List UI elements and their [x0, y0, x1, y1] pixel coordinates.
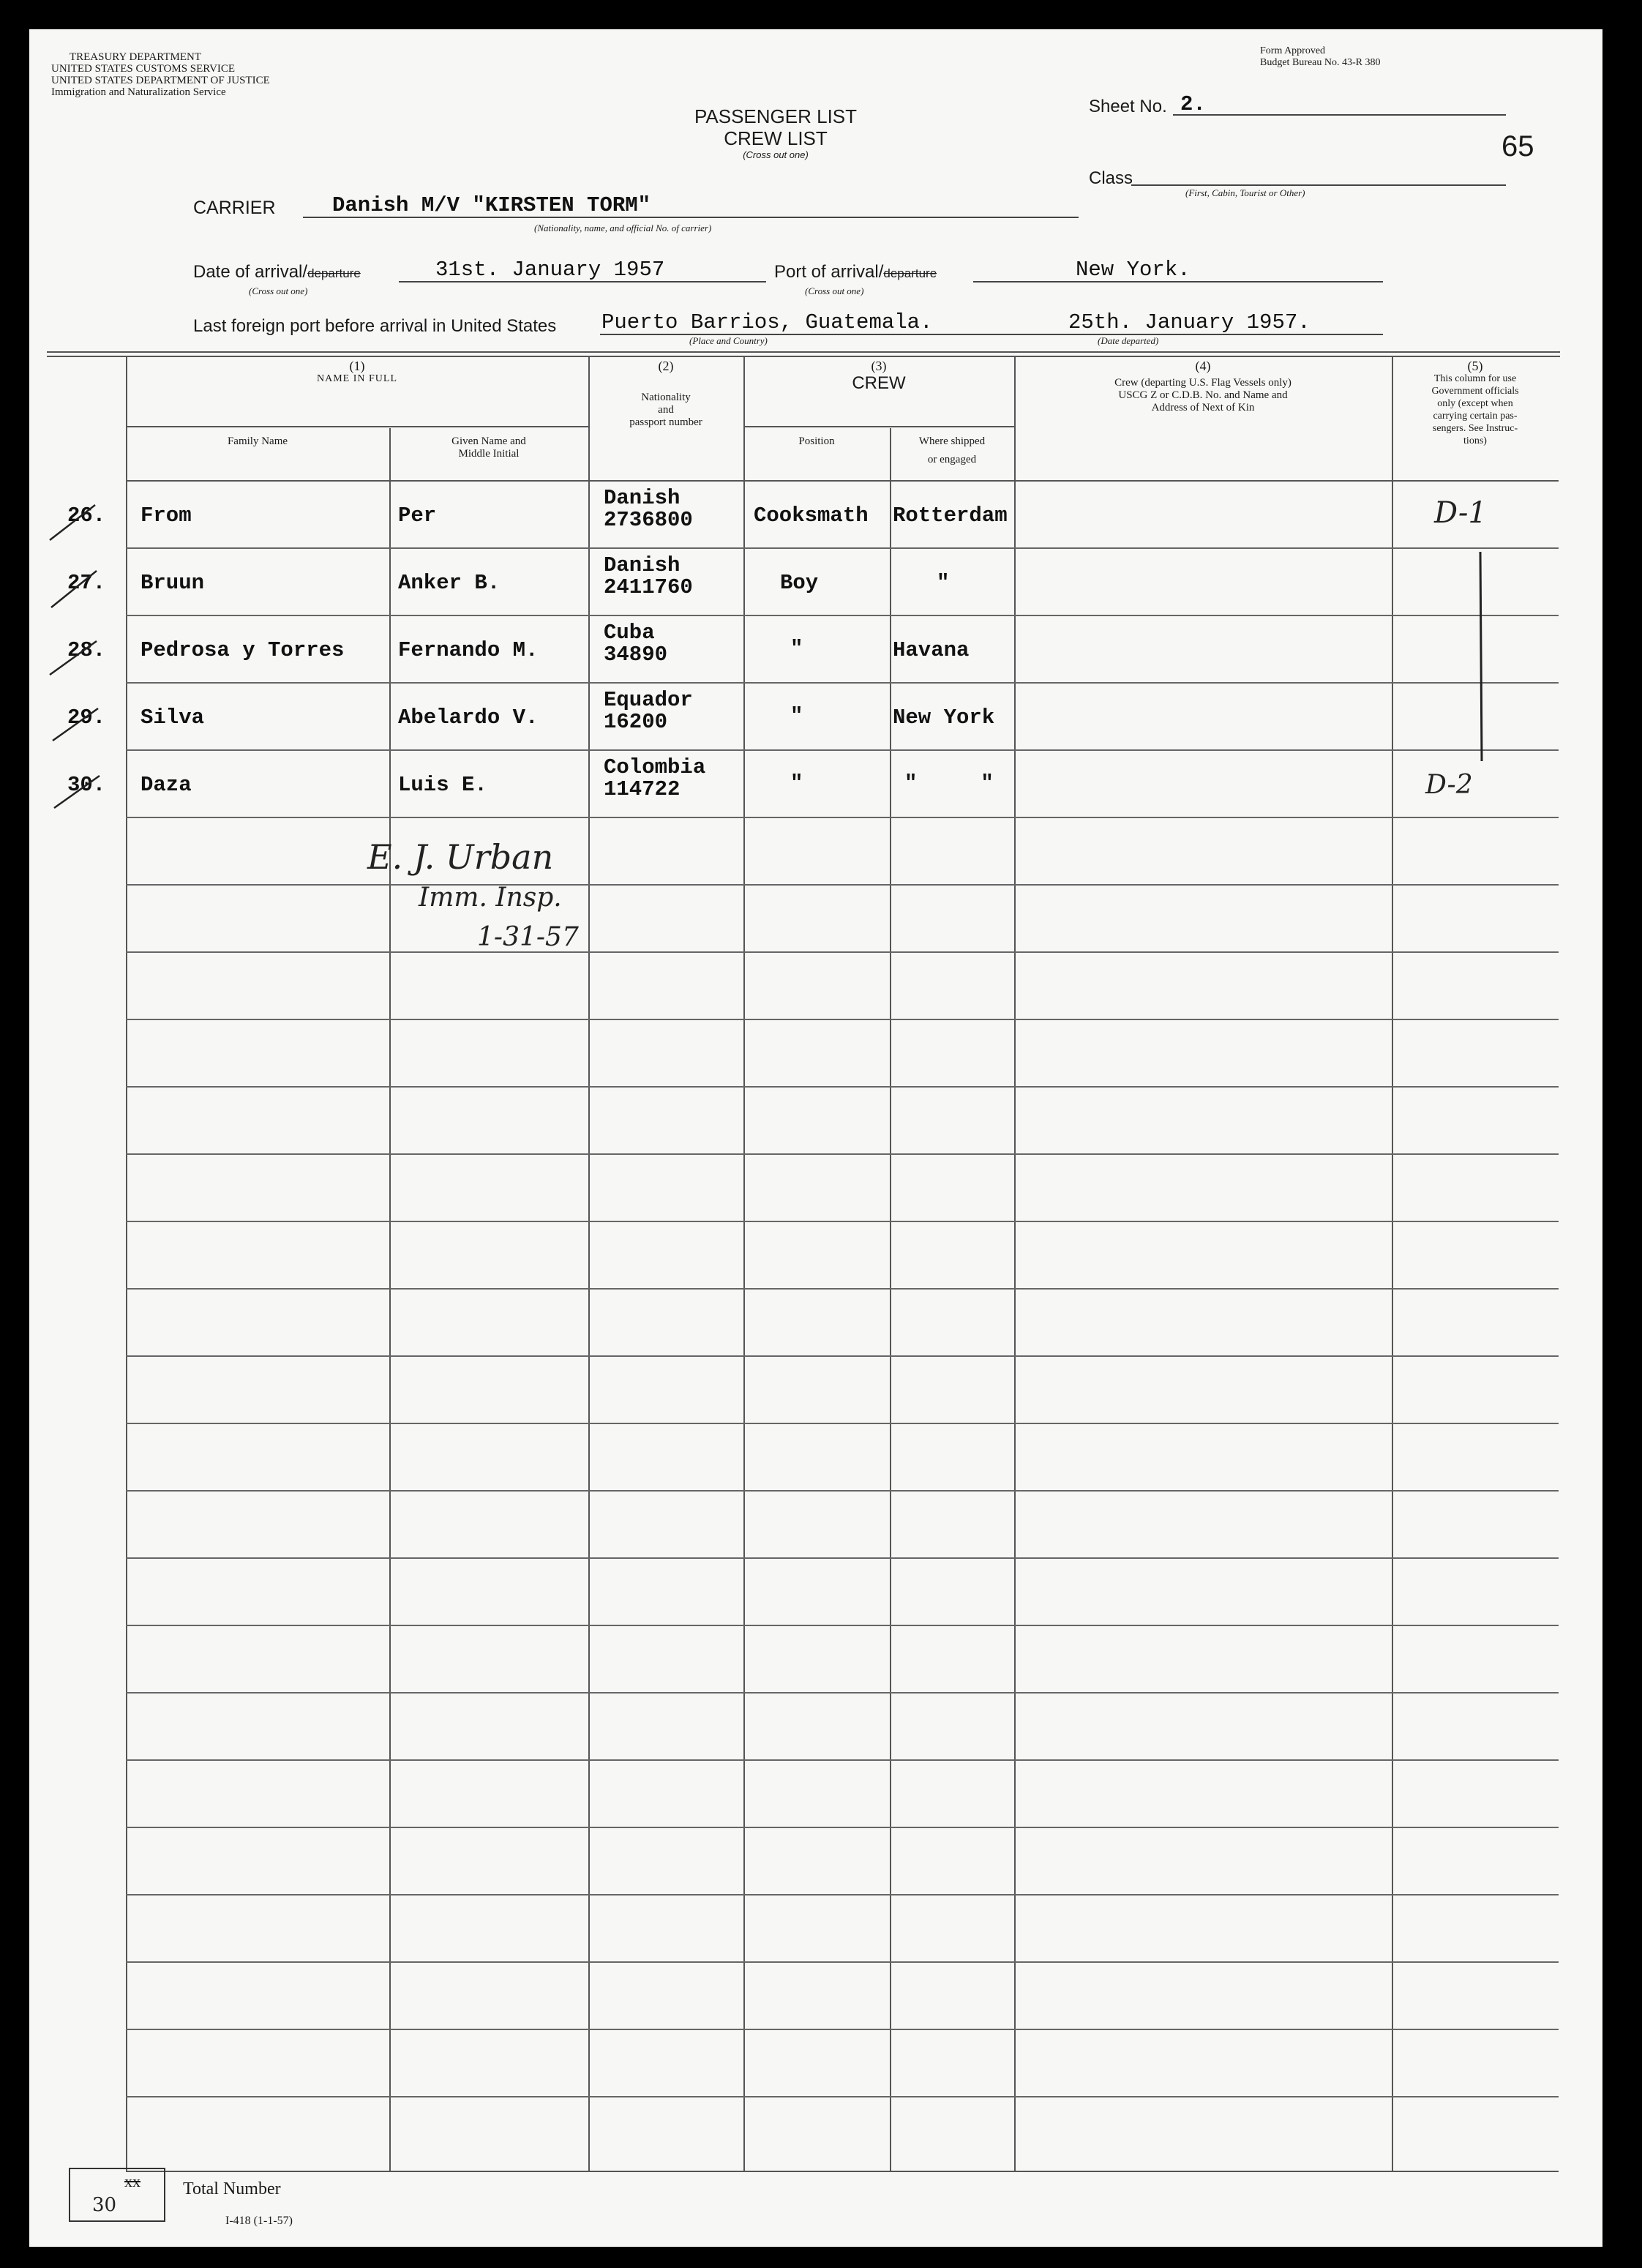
arrival-crossed-departure: departure — [307, 266, 361, 280]
last-port-label: Last foreign port before arrival in United States — [193, 316, 557, 336]
table-row — [29, 616, 1559, 682]
inspector-signature — [345, 837, 667, 984]
col4-line3: Address of Next of Kin — [1151, 402, 1255, 413]
col1-header — [126, 360, 588, 385]
official-mark: D-1 — [1434, 496, 1487, 530]
row-rule — [126, 1221, 1559, 1222]
class-note: (First, Cabin, Tourist or Other) — [1185, 187, 1305, 198]
agency-line3: UNITED STATES DEPARTMENT OF JUSTICE — [51, 75, 270, 86]
where-shipped: Havana — [893, 638, 970, 662]
port-label-text: Port of arrival/ — [774, 262, 884, 282]
where-shipped: New York — [893, 706, 995, 730]
row-rule — [126, 1961, 1559, 1963]
row-rule — [126, 1490, 1559, 1492]
agency-line1: TREASURY DEPARTMENT — [69, 51, 202, 63]
row-rule — [126, 1423, 1559, 1424]
col4-line2: USCG Z or C.D.B. No. and Name and — [1118, 389, 1288, 401]
where-shipped: " " — [904, 771, 994, 796]
col1-title: NAME IN FULL — [317, 373, 397, 384]
col3-header — [743, 360, 1014, 394]
sheet-number-field — [1089, 97, 1167, 117]
col3-title: CREW — [852, 373, 906, 393]
col2-header — [588, 360, 743, 429]
family-name: Bruun — [140, 571, 205, 595]
family-name: Pedrosa y Torres — [140, 638, 345, 662]
row-rule — [126, 1153, 1559, 1155]
family-name: Daza — [140, 773, 192, 797]
arrival-line — [399, 258, 766, 282]
signature-title: Imm. Insp. — [419, 883, 562, 913]
agency-block — [51, 51, 270, 98]
col5-line2: Government officials — [1431, 386, 1519, 397]
position: " — [790, 704, 803, 728]
budget-bureau-number: Budget Bureau No. 43-R 380 — [1260, 57, 1381, 68]
col2-line3: passport number — [629, 416, 702, 428]
given-name: Abelardo V. — [398, 706, 539, 730]
row-rule — [126, 1827, 1559, 1828]
row-number: 30. — [67, 773, 106, 797]
row-rule — [126, 1625, 1559, 1626]
title-note: (Cross out one) — [743, 149, 809, 160]
row-rule — [126, 1692, 1559, 1693]
form-approval — [1260, 45, 1380, 69]
row-number: 27. — [67, 571, 106, 595]
row-rule — [126, 951, 1559, 953]
class-line — [1131, 167, 1506, 186]
passport-number: 114722 — [604, 777, 681, 801]
carrier-label: CARRIER — [193, 198, 276, 218]
form-title — [666, 105, 885, 161]
nationality: Danish — [604, 553, 681, 577]
col4-line1: Crew (departing U.S. Flag Vessels only) — [1114, 377, 1292, 389]
total-box-struck: xx — [124, 2172, 140, 2190]
table-row — [29, 751, 1559, 817]
col3a-header: Position — [798, 435, 835, 447]
port-crossed-departure: departure — [883, 266, 937, 280]
col5-header — [1392, 360, 1559, 447]
nationality: Danish — [604, 486, 681, 510]
passport-number: 2411760 — [604, 575, 693, 599]
passport-number: 2736800 — [604, 508, 693, 532]
agency-line2: UNITED STATES CUSTOMS SERVICE — [51, 63, 236, 75]
form-code: I-418 (1-1-57) — [225, 2215, 293, 2227]
passport-number: 34890 — [604, 643, 668, 667]
departed-date-note: (Date departed) — [1098, 335, 1159, 346]
arrival-label-text: Date of arrival/ — [193, 262, 308, 282]
row-rule — [126, 1759, 1559, 1761]
last-port-value: Puerto Barrios, Guatemala. — [601, 310, 933, 334]
row-rule — [126, 1086, 1559, 1088]
col3b-line1: Where shipped — [918, 435, 986, 447]
total-number-box — [69, 2168, 165, 2222]
col4-number: (4) — [1195, 359, 1211, 373]
carrier-line — [303, 192, 1079, 218]
title-passenger-list: PASSENGER LIST — [694, 105, 858, 127]
col3-number: (3) — [871, 359, 887, 373]
row-rule — [126, 1894, 1559, 1895]
position: " — [790, 637, 803, 661]
page-number: 65 — [1502, 130, 1534, 162]
total-number-label: Total Number — [183, 2179, 281, 2198]
position: Cooksmath — [754, 504, 869, 528]
col1a-header: Family Name — [227, 435, 288, 447]
given-name: Luis E. — [398, 773, 487, 797]
col5-number: (5) — [1467, 359, 1483, 373]
sheet-number-line — [1173, 94, 1506, 116]
port-label — [774, 262, 937, 282]
row-rule — [126, 2096, 1559, 2097]
crew-subheader-rule — [743, 426, 1014, 427]
col1b-line2: Middle Initial — [458, 448, 520, 460]
nationality: Equador — [604, 688, 693, 712]
sheet-number-value: 2. — [1180, 92, 1206, 116]
row-rule — [126, 1355, 1559, 1357]
col5-line6: tions) — [1463, 435, 1487, 446]
given-name: Fernando M. — [398, 638, 539, 662]
family-name: From — [140, 504, 192, 528]
agency-line4: Immigration and Naturalization Service — [51, 86, 226, 98]
row-tick-marks — [44, 498, 132, 834]
signature-name: E. J. Urban — [367, 837, 554, 877]
signature-date: 1-31-57 — [477, 922, 579, 952]
given-name: Anker B. — [398, 571, 501, 595]
family-name: Silva — [140, 706, 205, 730]
position: Boy — [780, 571, 819, 595]
table-row — [29, 684, 1559, 749]
col5-line1: This column for use — [1433, 373, 1517, 384]
table-bottom-rule — [126, 2171, 1559, 2172]
official-mark: D-2 — [1425, 770, 1473, 800]
arrival-label — [193, 262, 361, 282]
col2-number: (2) — [658, 359, 674, 373]
port-value: New York. — [1076, 258, 1191, 282]
row-rule — [126, 2029, 1559, 2030]
arrival-value: 31st. January 1957 — [435, 258, 665, 282]
port-line — [973, 258, 1383, 282]
table-top-rule-1 — [47, 351, 1560, 353]
row-rule — [126, 817, 1559, 818]
form-approved-label: Form Approved — [1260, 45, 1326, 56]
col5-line4: carrying certain pas- — [1433, 411, 1518, 422]
arrival-note: (Cross out one) — [249, 285, 308, 296]
last-port-note: (Place and Country) — [689, 335, 768, 346]
col5-line5: sengers. See Instruc- — [1432, 423, 1518, 434]
table-row — [29, 549, 1559, 615]
col2-line1: Nationality — [641, 392, 691, 403]
row-rule — [126, 1019, 1559, 1020]
row-rule — [126, 1557, 1559, 1559]
sheet-label: Sheet No. — [1089, 97, 1167, 116]
nationality: Cuba — [604, 621, 655, 645]
passport-number: 16200 — [604, 710, 668, 734]
carrier-value: Danish M/V "KIRSTEN TORM" — [332, 193, 651, 217]
row-number: 26. — [67, 504, 106, 528]
where-shipped: " — [937, 571, 950, 595]
row-rule — [126, 884, 1559, 886]
col1b-header — [389, 435, 588, 460]
port-note: (Cross out one) — [805, 285, 864, 296]
given-name: Per — [398, 504, 437, 528]
row-rule — [126, 1288, 1559, 1290]
class-label: Class — [1089, 168, 1133, 188]
row-number: 29. — [67, 706, 106, 730]
form-sheet — [29, 29, 1602, 2247]
table-top-rule-2 — [47, 356, 1560, 357]
name-subheader-rule — [126, 426, 588, 427]
col4-header — [1014, 360, 1392, 414]
col1b-line1: Given Name and — [451, 435, 526, 447]
col1-number: (1) — [349, 359, 365, 373]
col3b-header — [890, 435, 1014, 466]
last-port-line — [600, 310, 951, 335]
where-shipped: Rotterdam — [893, 504, 1008, 528]
col2-line2: and — [658, 404, 674, 416]
row-number: 28. — [67, 638, 106, 662]
col5-line3: only (except when — [1437, 398, 1513, 409]
nationality: Colombia — [604, 755, 706, 779]
departed-date-value: 25th. January 1957. — [1068, 310, 1311, 334]
departed-date-line — [944, 310, 1383, 335]
title-crew-list: CREW LIST — [724, 127, 828, 149]
position: " — [790, 771, 803, 796]
total-box-value: 30 — [92, 2194, 117, 2216]
table-row — [29, 482, 1559, 547]
official-bracket-line — [1474, 549, 1489, 768]
carrier-note: (Nationality, name, and official No. of carrier) — [534, 222, 712, 233]
col3b-line2: or engaged — [927, 454, 977, 465]
